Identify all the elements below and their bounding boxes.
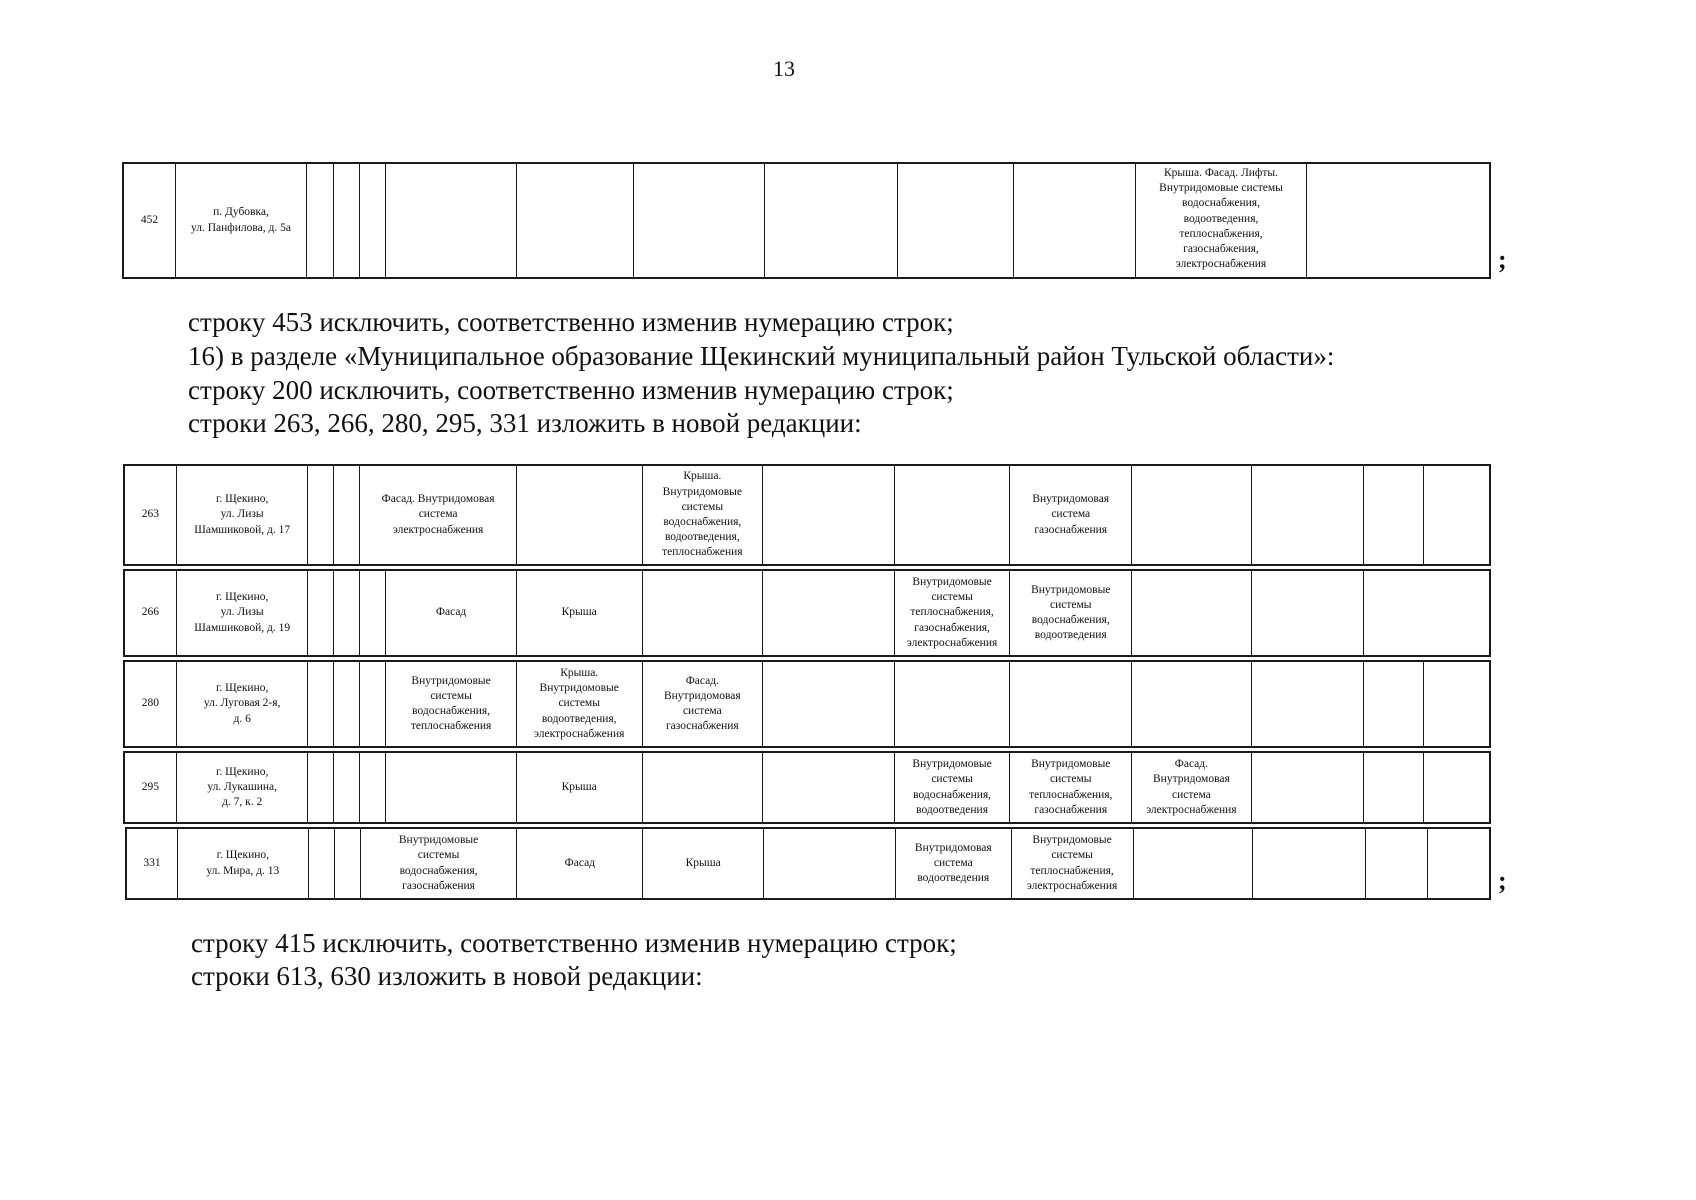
table-row [125,827,1491,900]
paragraph: 16) в разделе «Муниципальное образование Щекинский муниципальный район Тульской области»: [188,341,1335,371]
table-cell [1134,829,1254,898]
table-row [123,660,1491,748]
table-cell: Крыша [517,571,643,655]
table-cell: Внутридомовая система водоотведения [896,829,1012,898]
paragraph: строку 200 исключить, соответственно изменив нумерацию строк; [188,375,954,405]
address-cell: г. Щекино, ул. Мира, д. 13 [178,829,309,898]
table-cell [763,466,895,564]
table-cell [386,164,517,277]
table-row [122,162,1491,279]
table-cell [1010,662,1132,746]
table-cell [334,662,360,746]
table-cell [1428,829,1489,898]
table-cell [517,164,634,277]
table-cell [334,466,360,564]
address-cell: г. Щекино, ул. Лукашина, д. 7, к. 2 [177,753,309,822]
table-cell [1364,753,1424,822]
table-cell: Фасад. Внутридомовая система газоснабжения [643,662,764,746]
row-number: 331 [127,829,178,898]
table-cell [360,571,386,655]
table-cell [517,466,643,564]
table-cell [1424,662,1489,746]
table-cell [1307,164,1382,277]
paragraph: строку 453 исключить, соответственно изменив нумерацию строк; [188,307,954,337]
table-cell [1252,662,1365,746]
address-cell: г. Щекино, ул. Лизы Шамшиковой, д. 17 [177,466,309,564]
table-cell [334,753,360,822]
table-cell [634,164,765,277]
table-cell [643,753,764,822]
table-cell [360,662,386,746]
table-cell [895,662,1011,746]
table-cell [308,753,334,822]
table-cell: Внутридомовые системы теплоснабжения, газоснабжения [1010,753,1132,822]
semicolon: ; [1498,866,1507,895]
table-cell [309,829,335,898]
table-cell [1252,753,1365,822]
table-cell: Крыша. Внутридомовые системы водоснабжения, водоотведения, теплоснабжения [643,466,764,564]
table-cell [1424,753,1489,822]
row-number: 280 [125,662,177,746]
table-cell [1253,829,1366,898]
table-cell [765,164,898,277]
table-cell [1364,662,1424,746]
table-cell [334,164,360,277]
table-cell [895,466,1011,564]
paragraph: строки 263, 266, 280, 295, 331 изложить в новой редакции: [188,408,862,438]
table-cell: Крыша. Внутридомовые системы водоотведения, электроснабжения [517,662,643,746]
table-cell: Фасад. Внутридомовая система электроснабжения [1132,753,1252,822]
table-cell [1014,164,1136,277]
table-cell [307,164,334,277]
table-cell [335,829,361,898]
table-cell: Крыша [643,829,764,898]
table-cell [1424,466,1489,564]
table-cell [308,662,334,746]
page-number: 13 [773,56,795,81]
table-row [123,464,1491,566]
table-cell: Фасад [386,571,517,655]
table-cell [643,571,764,655]
table-cell [308,466,334,564]
table-cell: Внутридомовые системы водоснабжения, водоотведения [895,753,1011,822]
table-cell [1364,466,1424,564]
table-cell [360,753,386,822]
table-cell [386,753,517,822]
table-cell: Внутридомовые системы водоснабжения, водоотведения [1010,571,1132,655]
address-cell: п. Дубовка, ул. Панфилова, д. 5а [176,164,307,277]
table-cell [1252,571,1365,655]
table-cell: Внутридомовые системы теплоснабжения, газоснабжения, электроснабжения [895,571,1011,655]
table-cell [1364,571,1489,655]
table-cell: Внутридомовая система газоснабжения [1010,466,1132,564]
table-cell: Внутридомовые системы водоснабжения, теплоснабжения [386,662,517,746]
table-cell [308,571,334,655]
table-cell [1132,662,1252,746]
table-cell: Фасад [517,829,643,898]
table-cell [898,164,1014,277]
table-cell [1366,829,1428,898]
table-cell [763,753,895,822]
table-cell [1132,466,1252,564]
table-cell [763,662,895,746]
table-cell [1132,571,1252,655]
table-row [123,569,1491,657]
table-cell [763,571,895,655]
paragraph: строку 415 исключить, соответственно изменив нумерацию строк; [191,928,957,958]
row-number: 452 [124,164,176,277]
table-cell: Фасад. Внутридомовая система электроснабжения [360,466,517,564]
table-cell: Внутридомовые системы теплоснабжения, электроснабжения [1012,829,1134,898]
table-cell: Крыша. Фасад. Лифты. Внутридомовые системы водоснабжения, водоотведения, теплоснабжения, газоснабжения, электроснабжения [1136,164,1307,277]
table-cell [764,829,896,898]
table-cell: Внутридомовые системы водоснабжения, газоснабжения [361,829,518,898]
row-number: 295 [125,753,177,822]
row-number: 266 [125,571,177,655]
table-cell [334,571,360,655]
table-cell: Крыша [517,753,643,822]
table-cell [1252,466,1365,564]
address-cell: г. Щекино, ул. Лизы Шамшиковой, д. 19 [177,571,309,655]
row-number: 263 [125,466,177,564]
paragraph: строки 613, 630 изложить в новой редакции: [191,961,703,991]
table-cell [360,164,386,277]
semicolon: ; [1498,245,1507,274]
address-cell: г. Щекино, ул. Луговая 2-я, д. 6 [177,662,309,746]
table-row [123,751,1491,824]
